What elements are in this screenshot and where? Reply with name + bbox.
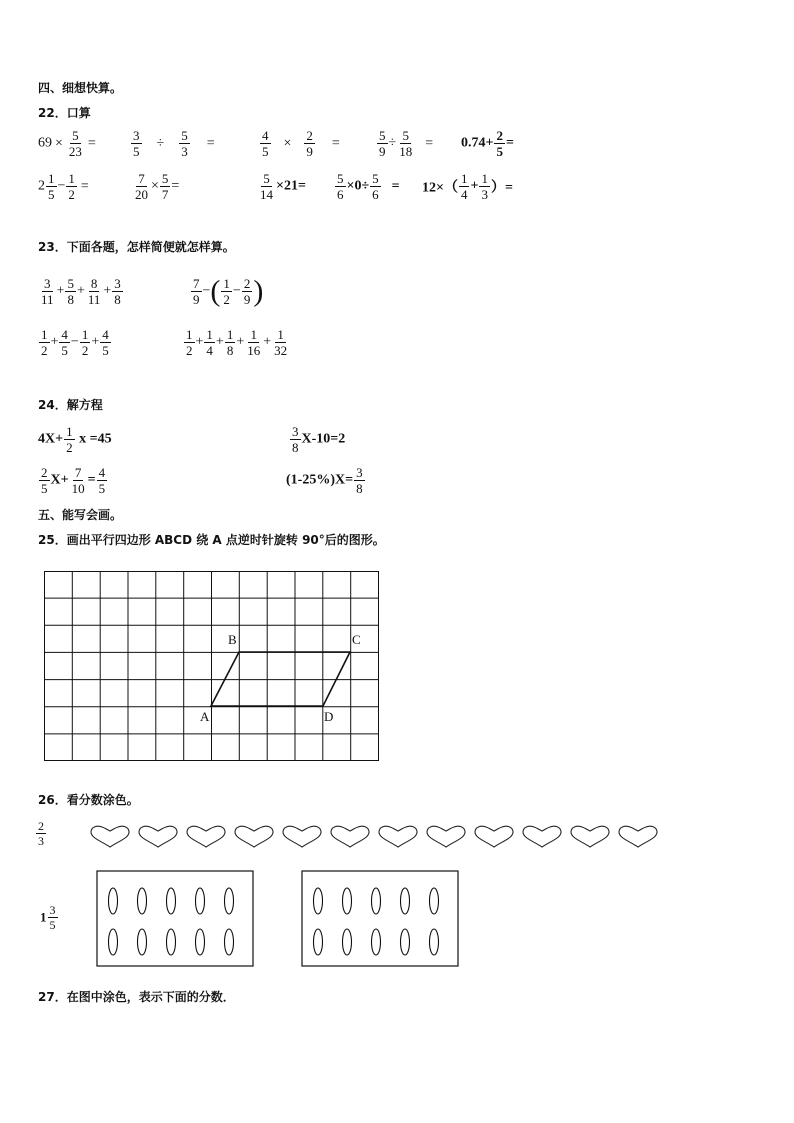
denominator: 2 bbox=[66, 440, 73, 455]
numerator: 1 bbox=[223, 276, 230, 291]
equals: = bbox=[87, 472, 96, 488]
q22-title: 22．口算 bbox=[38, 106, 91, 120]
numerator: 5 bbox=[72, 128, 79, 143]
q23-e3: $\frac{1}{2}$ + $\frac{4}{5}$ − $\frac{1}{2}$ + $\frac{4}{5}$ bbox=[41, 327, 109, 358]
middle: ×0÷ bbox=[346, 178, 370, 194]
fraction bbox=[494, 128, 505, 159]
numerator: 5 bbox=[263, 171, 270, 186]
numerator: 1 bbox=[81, 327, 89, 342]
q22-r2-e4 bbox=[334, 171, 403, 202]
point-label-a: A bbox=[200, 709, 210, 724]
oval-icon[interactable] bbox=[314, 929, 323, 955]
denominator: 2 bbox=[186, 343, 193, 358]
q25-title: 25．画出平行四边形 ABCD 绕 A 点逆时针旋转 90°后的图形。 bbox=[38, 533, 385, 547]
fraction bbox=[39, 276, 56, 307]
denominator: 5 bbox=[49, 918, 56, 932]
numerator: 8 bbox=[90, 276, 98, 291]
fraction bbox=[131, 128, 142, 159]
denominator: 8 bbox=[292, 440, 299, 455]
numerator: 5 bbox=[161, 171, 169, 186]
fraction bbox=[225, 327, 236, 358]
whole: 2 bbox=[38, 178, 45, 194]
oval-icon[interactable] bbox=[138, 929, 147, 955]
lead: 4X+ bbox=[38, 431, 64, 447]
numerator: 1 bbox=[277, 327, 284, 342]
oval-icon[interactable] bbox=[167, 929, 176, 955]
q26-fraction-1 bbox=[35, 819, 47, 848]
fraction bbox=[304, 128, 315, 159]
parallelogram-abcd bbox=[211, 652, 350, 706]
equals: = bbox=[87, 135, 96, 151]
heart-icon[interactable] bbox=[331, 826, 369, 847]
fraction bbox=[46, 171, 57, 202]
oval-icon[interactable] bbox=[196, 888, 205, 914]
fraction bbox=[39, 465, 50, 496]
q24-e4 bbox=[286, 465, 366, 496]
fraction bbox=[242, 276, 253, 307]
operator: × bbox=[151, 178, 159, 194]
numerator: 1 bbox=[48, 171, 55, 186]
numerator: 5 bbox=[67, 276, 74, 291]
operator: + bbox=[470, 178, 479, 194]
numerator: 1 bbox=[206, 327, 213, 342]
numerator: 5 bbox=[379, 128, 386, 143]
numerator: 1 bbox=[186, 327, 193, 342]
operator: ÷ bbox=[388, 135, 397, 151]
oval-icon[interactable] bbox=[109, 929, 118, 955]
numerator: 7 bbox=[138, 171, 145, 186]
q24-e3 bbox=[38, 465, 108, 496]
numerator: 1 bbox=[41, 327, 48, 342]
numerator: 4 bbox=[98, 465, 106, 480]
fraction bbox=[377, 128, 388, 159]
q22-r2-e1 bbox=[38, 171, 92, 202]
denominator: 11 bbox=[41, 292, 54, 307]
equals: = bbox=[80, 178, 89, 194]
oval-icon[interactable] bbox=[167, 888, 176, 914]
numerator: 4 bbox=[61, 327, 68, 342]
equals: = bbox=[391, 178, 400, 194]
q27-title: 27．在图中涂色，表示下面的分数． bbox=[38, 990, 235, 1004]
denominator: 18 bbox=[399, 144, 413, 159]
oval-icon[interactable] bbox=[225, 929, 234, 955]
equals: = bbox=[206, 135, 215, 151]
tail: ）= bbox=[490, 180, 513, 196]
fraction bbox=[191, 276, 202, 307]
equals: = bbox=[331, 135, 340, 151]
denominator: 5 bbox=[102, 343, 109, 358]
fraction bbox=[80, 327, 91, 358]
numerator: 1 bbox=[460, 171, 468, 186]
oval-icon[interactable] bbox=[401, 888, 410, 914]
q22-r1-e5 bbox=[461, 128, 514, 159]
numerator: 2 bbox=[41, 465, 48, 480]
oval-icon[interactable] bbox=[430, 929, 439, 955]
middle: X+ bbox=[50, 472, 69, 488]
denominator: 6 bbox=[337, 187, 344, 202]
oval-icon[interactable] bbox=[138, 888, 147, 914]
denominator: 2 bbox=[81, 343, 89, 358]
numerator: 1 bbox=[226, 327, 234, 342]
oval-icon[interactable] bbox=[196, 929, 205, 955]
oval-icon[interactable] bbox=[372, 888, 381, 914]
heart-icon[interactable] bbox=[427, 826, 465, 847]
heart-icon[interactable] bbox=[139, 826, 177, 847]
heart-icon[interactable] bbox=[379, 826, 417, 847]
q23-title: 23．下面各题，怎样简便就怎样算。 bbox=[38, 240, 235, 254]
denominator: 6 bbox=[372, 187, 379, 202]
lead: 0.74+ bbox=[461, 135, 494, 151]
equals: = bbox=[425, 135, 434, 151]
denominator: 23 bbox=[68, 144, 82, 159]
fraction bbox=[290, 424, 301, 455]
numerator: 3 bbox=[356, 465, 363, 480]
denominator: 2 bbox=[223, 292, 230, 307]
q23-e4: $\frac{1}{2}$ + $\frac{1}{4}$ + $\frac{1}{8}$ + $\frac{1}{16}$ + $\frac{1}{32}$ bbox=[186, 327, 288, 358]
numerator: 3 bbox=[49, 903, 56, 917]
numerator: 3 bbox=[133, 128, 140, 143]
heart-icon[interactable] bbox=[571, 826, 609, 847]
denominator: 3 bbox=[38, 834, 44, 848]
oval-icon[interactable] bbox=[343, 888, 352, 914]
denominator: 4 bbox=[206, 343, 213, 358]
q22-r1-e2 bbox=[130, 128, 218, 159]
denominator: 8 bbox=[356, 481, 363, 496]
tail: X-10=2 bbox=[301, 431, 346, 447]
fraction bbox=[160, 171, 171, 202]
oval-box-2 bbox=[301, 870, 461, 968]
fraction bbox=[370, 171, 381, 202]
operator: − bbox=[57, 178, 66, 194]
denominator: 9 bbox=[306, 144, 313, 159]
heart-icon[interactable] bbox=[235, 826, 273, 847]
fraction bbox=[59, 327, 70, 358]
heart-icon[interactable] bbox=[283, 826, 321, 847]
fraction bbox=[260, 128, 271, 159]
denominator: 5 bbox=[496, 144, 503, 159]
numerator: 4 bbox=[262, 128, 269, 143]
oval-icon[interactable] bbox=[225, 888, 234, 914]
numerator: 5 bbox=[181, 128, 188, 143]
oval-icon[interactable] bbox=[314, 888, 323, 914]
denominator: 2 bbox=[68, 187, 75, 202]
denominator: 32 bbox=[274, 343, 288, 358]
heart-row bbox=[88, 823, 664, 853]
fraction bbox=[459, 171, 470, 202]
q24-title: 24．解方程 bbox=[38, 398, 103, 412]
fraction bbox=[97, 465, 108, 496]
heart-icon[interactable] bbox=[91, 826, 129, 847]
whole: 1 bbox=[40, 909, 47, 925]
oval-icon[interactable] bbox=[430, 888, 439, 914]
fraction bbox=[133, 171, 150, 202]
numerator: 4 bbox=[102, 327, 109, 342]
fraction bbox=[258, 171, 275, 202]
denominator: 2 bbox=[41, 343, 48, 358]
numerator: 7 bbox=[74, 465, 82, 480]
fraction bbox=[204, 327, 215, 358]
fraction bbox=[39, 327, 50, 358]
point-label-c: C bbox=[352, 632, 361, 647]
fraction bbox=[354, 465, 365, 496]
fraction bbox=[64, 424, 75, 455]
tail: x =45 bbox=[75, 431, 112, 447]
fraction bbox=[66, 171, 77, 202]
q22-r2-e2 bbox=[132, 171, 179, 202]
numerator: 3 bbox=[44, 276, 51, 291]
heart-icon[interactable] bbox=[187, 826, 225, 847]
fraction bbox=[221, 276, 232, 307]
denominator: 5 bbox=[262, 144, 269, 159]
q22-r2-e5 bbox=[422, 171, 513, 202]
q26-title: 26．看分数涂色。 bbox=[38, 793, 139, 807]
fraction bbox=[112, 276, 123, 307]
operator: × bbox=[283, 135, 292, 151]
denominator: 11 bbox=[87, 292, 101, 307]
q22-r2-e3 bbox=[257, 171, 306, 202]
numerator: 7 bbox=[193, 276, 200, 291]
oval-box-1 bbox=[96, 870, 256, 968]
numerator: 1 bbox=[66, 424, 73, 439]
operator: ÷ bbox=[156, 135, 165, 151]
denominator: 5 bbox=[98, 481, 106, 496]
denominator: 8 bbox=[114, 292, 121, 307]
heart-icon[interactable] bbox=[619, 826, 657, 847]
numerator: 2 bbox=[306, 128, 313, 143]
point-label-b: B bbox=[228, 632, 237, 647]
q23-e2: $\frac{7}{9}$ −( $\frac{1}{2}$ − $\frac{2}{9}$ ) bbox=[193, 274, 264, 308]
fraction bbox=[36, 819, 46, 848]
denominator: 5 bbox=[48, 187, 55, 202]
numerator: 5 bbox=[372, 171, 379, 186]
fraction bbox=[48, 903, 58, 932]
q24-e2 bbox=[289, 424, 345, 455]
denominator: 5 bbox=[41, 481, 48, 496]
fraction bbox=[335, 171, 346, 202]
q22-r1-e4 bbox=[376, 128, 436, 159]
oval-icon[interactable] bbox=[372, 929, 381, 955]
fraction bbox=[67, 128, 84, 159]
q24-e1 bbox=[38, 424, 112, 455]
denominator: 14 bbox=[260, 187, 273, 202]
denominator: 9 bbox=[193, 292, 200, 307]
numerator: 2 bbox=[243, 276, 251, 291]
grid-lines bbox=[44, 571, 379, 761]
denominator: 8 bbox=[226, 343, 234, 358]
q23-e1: $\frac{3}{11}$ + $\frac{5}{8}$ + $\frac{8}{11}$ + $\frac{3}{8}$ bbox=[41, 276, 121, 307]
numerator: 2 bbox=[38, 819, 44, 833]
equals: = bbox=[171, 178, 180, 194]
fraction bbox=[70, 465, 87, 496]
denominator: 16 bbox=[247, 343, 261, 358]
tail: ×21= bbox=[276, 178, 306, 194]
section-5-title: 五、能写会画。 bbox=[38, 508, 123, 522]
q26-fraction-2 bbox=[40, 903, 59, 932]
numerator: 5 bbox=[337, 171, 344, 186]
denominator: 5 bbox=[61, 343, 68, 358]
point-label-d: D bbox=[324, 709, 334, 724]
fraction bbox=[179, 128, 190, 159]
equals: = bbox=[505, 135, 514, 151]
lead: 12×（ bbox=[422, 180, 458, 196]
numerator: 3 bbox=[292, 424, 299, 439]
denominator: 8 bbox=[67, 292, 74, 307]
fraction bbox=[479, 171, 490, 202]
oval-icon[interactable] bbox=[109, 888, 118, 914]
oval-icon[interactable] bbox=[343, 929, 352, 955]
denominator: 4 bbox=[460, 187, 468, 202]
q25-grid[interactable] bbox=[44, 571, 380, 763]
heart-icon[interactable] bbox=[523, 826, 561, 847]
numerator: 5 bbox=[402, 128, 409, 143]
denominator: 3 bbox=[181, 144, 188, 159]
oval-icon[interactable] bbox=[401, 929, 410, 955]
denominator: 7 bbox=[161, 187, 169, 202]
fraction bbox=[397, 128, 414, 159]
numerator: 3 bbox=[114, 276, 121, 291]
denominator: 5 bbox=[133, 144, 140, 159]
q22-r1-e1-lead: 69 bbox=[38, 135, 52, 151]
denominator: 3 bbox=[481, 187, 488, 202]
numerator: 1 bbox=[481, 171, 488, 186]
denominator: 10 bbox=[71, 481, 85, 496]
fraction bbox=[184, 327, 195, 358]
q22-r1-e3 bbox=[259, 128, 343, 159]
denominator: 9 bbox=[379, 144, 386, 159]
section-4-title: 四、细想快算。 bbox=[38, 81, 123, 95]
q22-r1-e1 bbox=[38, 128, 99, 159]
numerator: 1 bbox=[68, 171, 75, 186]
fraction bbox=[100, 327, 111, 358]
denominator: 20 bbox=[135, 187, 148, 202]
numerator: 1 bbox=[250, 327, 257, 342]
numerator: 2 bbox=[496, 128, 503, 143]
lead: (1-25%)X= bbox=[286, 472, 354, 488]
fraction bbox=[86, 276, 103, 307]
q22-r1-e1-op: × bbox=[55, 135, 63, 151]
fraction bbox=[245, 327, 262, 358]
fraction bbox=[65, 276, 76, 307]
fraction bbox=[272, 327, 289, 358]
denominator: 9 bbox=[243, 292, 251, 307]
heart-icon[interactable] bbox=[475, 826, 513, 847]
